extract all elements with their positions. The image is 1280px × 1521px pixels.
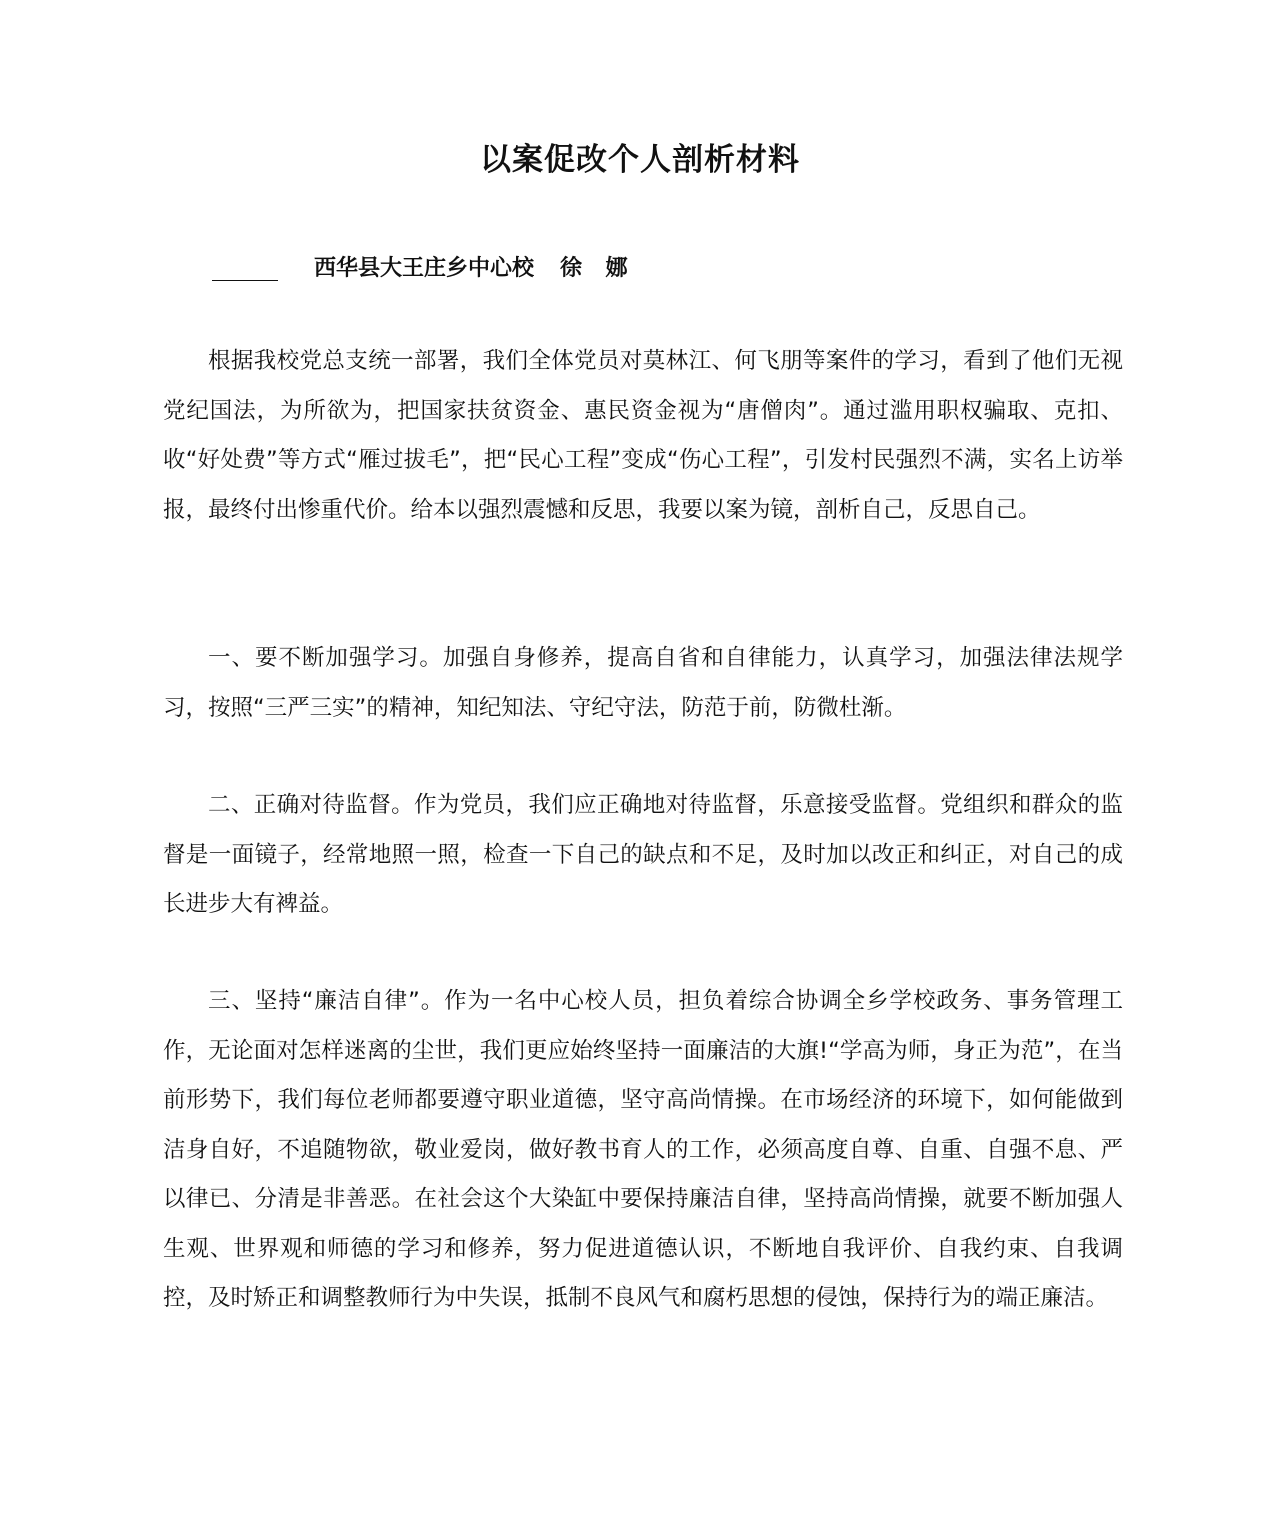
paragraph-intro <box>163 337 1123 535</box>
paragraph-text: 二、正确对待监督。作为党员，我们应正确地对待监督，乐意接受监督。党组织和群众的监督是一面镜子，经常地照一照，检查一下自己的缺点和不足，及时加以改正和纠正，对自己的成长进步大有裨益。 <box>163 792 1123 917</box>
author-name: 徐 娜 <box>560 255 636 281</box>
author-school: 西华县大王庄乡中心校 <box>314 255 535 281</box>
paragraph-section-2 <box>163 781 1123 930</box>
paragraph-text: 根据我校党总支统一部署，我们全体党员对莫林江、何飞朋等案件的学习，看到了他们无视党纪国法，为所欲为，把国家扶贫资金、惠民资金视为“唐僧肉”。通过滥用职权骗取、克扣、收“好处费”等方式“雁过拔毛”，把“民心工程”变成“伤心工程”，引发村民强烈不满，实名上访举报，最终付出惨重代价。给本以强烈震憾和反思，我要以案为镜，剖析自己，反思自己。 <box>163 348 1123 523</box>
paragraph-text: 一、要不断加强学习。加强自身修养，提高自省和自律能力，认真学习，加强法律法规学习，按照“三严三实”的精神，知纪知法、守纪守法，防范于前，防微杜渐。 <box>163 645 1123 721</box>
document-title: 以案促改个人剖析材料 <box>480 142 800 178</box>
paragraph-section-1 <box>163 634 1123 733</box>
paragraph-text: 三、坚持“廉洁自律”。作为一名中心校人员，担负着综合协调全乡学校政务、事务管理工作，无论面对怎样迷离的尘世，我们更应始终坚持一面廉洁的大旗!“学高为师，身正为范”，在当前形势下，我们每位老师都要遵守职业道德，坚守高尚情操。在市场经济的环境下，如何能做到洁身自好，不追随物欲，敬业爱岗，做好教书育人的工作，必须高度自尊、自重、自强不息、严以律已、分清是非善恶。在社会这个大染缸中要保持廉洁自律，坚持高尚情操，就要不断加强人生观、世界观和师德的学习和修养，努力促进道德认识，不断地自我评价、自我约束、自我调控，及时矫正和调整教师行为中失误，抵制不良风气和腐朽思想的侵蚀，保持行为的端正廉洁。 <box>163 988 1123 1311</box>
author-underline-blank <box>212 258 278 281</box>
author-line <box>212 248 636 284</box>
paragraph-section-3 <box>163 977 1123 1324</box>
